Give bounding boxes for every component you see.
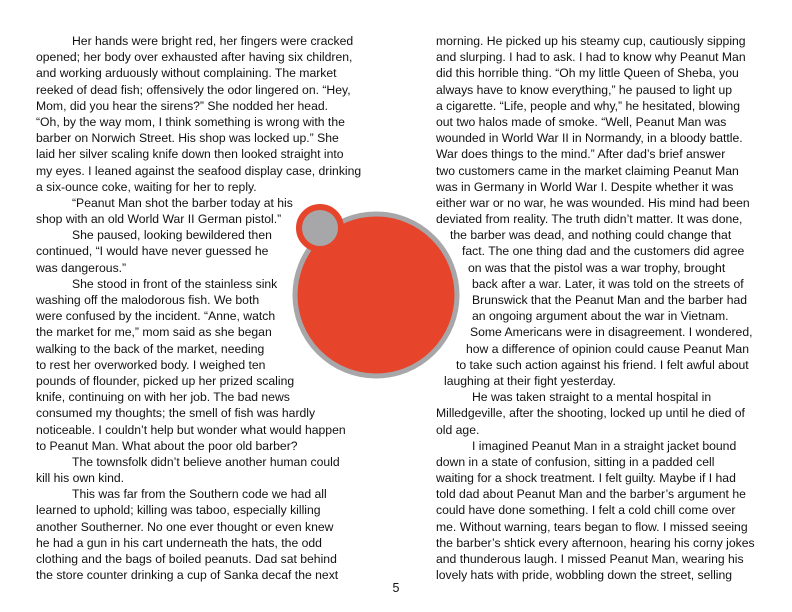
text-line: on was that the pistol was a war trophy, brought [468, 260, 726, 275]
text-line: The townsfolk didn’t believe another human could [72, 454, 340, 469]
text-line: me. Without warning, tears began to flow. I missed seeing [436, 519, 748, 534]
text-line: Some Americans were in disagreement. I wondered, [470, 325, 753, 340]
text-line: the barber was dead, and nothing could change that [450, 228, 732, 243]
text-line: opened; her body over exhausted after having six children, [36, 50, 353, 65]
text-line: another Southerner. No one ever thought or even knew [36, 519, 334, 534]
text-line: knife, continuing on with her job. The bad news [36, 390, 290, 405]
text-line: noticeable. I couldn’t help but wonder what would happen [36, 422, 346, 437]
text-line: morning. He picked up his steamy cup, cautiously sipping [436, 34, 746, 48]
text-line: to take such action against his friend. I felt awful about [456, 357, 749, 372]
text-line: Mom, did you hear the sirens?” She nodded her head. [36, 98, 329, 113]
text-line: always have to know everything,” he paused to light up [436, 82, 733, 97]
text-line: to rest her overworked body. I weighed ten [36, 357, 266, 372]
text-line: Her hands were bright red, her fingers were cracked [72, 34, 354, 48]
text-line: to Peanut Man. What about the poor old barber? [36, 438, 298, 453]
text-line: reeked of dead fish; offensively the odor lingered on. “Hey, [36, 82, 351, 97]
text-line: an ongoing argument about the war in Vietnam. [472, 309, 729, 324]
text-line: did this horrible thing. “Oh my little Queen of Sheba, you [436, 66, 739, 81]
text-line: Brunswick that the Peanut Man and the barber had [472, 293, 748, 307]
text-line: a six-ounce coke, waiting for her to reply. [36, 179, 257, 194]
text-line: told dad about Peanut Man and the barber’s argument he [436, 487, 746, 502]
text-line: and working arduously without complaining. The market [36, 66, 337, 81]
text-line: was in Germany in World War I. Despite whether it was [436, 179, 734, 194]
text-line: he had a gun in his cart underneath the hats, the odd [36, 535, 322, 550]
text-line: old age. [436, 422, 480, 437]
text-line: War does things to the mind.” After dad’s brief answer [436, 147, 726, 162]
right-text-column [428, 33, 768, 583]
text-line: down in a state of confusion, sitting in a padded cell [436, 454, 715, 469]
text-line: how a difference of opinion could cause Peanut Man [466, 341, 749, 356]
text-line: She paused, looking bewildered then [72, 228, 272, 243]
text-line: I imagined Peanut Man in a straight jacket bound [472, 438, 737, 453]
decorative-circles-illustration [288, 200, 464, 382]
page-number: 5 [392, 581, 400, 595]
text-line: continued, “I would have never guessed he [36, 244, 269, 259]
text-line: was dangerous.” [36, 260, 127, 275]
text-line: out two halos made of smoke. “Well, Peanut Man was [436, 114, 727, 129]
text-line: a cigarette. “Life, people and why,” he hesitated, blowing [436, 98, 740, 113]
text-line: walking to the back of the market, needing [36, 341, 265, 356]
text-line: waiting for a shock treatment. I felt guilty. Maybe if I had [436, 471, 736, 486]
text-line: my eyes. I leaned against the seafood display case, drinking [36, 163, 362, 178]
text-line: fact. The one thing dad and the customers did agree [462, 244, 745, 259]
text-line: shop with an old World War II German pistol.” [36, 212, 282, 227]
text-line: were confused by the incident. “Anne, watch [36, 309, 276, 324]
text-line: She stood in front of the stainless sink [72, 276, 278, 291]
text-line: and thunderous laugh. I missed Peanut Man, wearing his [436, 552, 744, 566]
text-line: the market for me,” mom said as she began [36, 325, 272, 340]
text-line: “Oh, by the way mom, I think something is wrong with the [36, 114, 345, 129]
text-line: This was far from the Southern code we had all [72, 487, 327, 502]
text-line: the store counter drinking a cup of Sanka decaf the next [36, 568, 339, 583]
text-line: laid her silver scaling knife down then looked straight into [36, 147, 344, 162]
text-line: kill his own kind. [36, 471, 125, 486]
text-line: He was taken straight to a mental hospital in [472, 390, 712, 405]
text-line: lovely hats with pride, wobbling down the street, selling [436, 568, 733, 583]
text-line: consumed my thoughts; the smell of fish was hardly [36, 406, 316, 421]
text-line: wounded in World War II in Normandy, in a bloody battle. [436, 131, 743, 146]
text-line: and slurping. I had to ask. I had to know why Peanut Man [436, 50, 746, 65]
text-line: the barber’s shtick every afternoon, hearing his corny jokes [436, 535, 755, 550]
text-line: learned to uphold; killing was taboo, especially killing [36, 503, 321, 518]
text-line: could have done something. I felt a cold chill come over [436, 503, 736, 518]
text-line: deviated from reality. The truth didn’t matter. It was done, [436, 212, 743, 227]
text-line: two customers came in the market claiming Peanut Man [436, 163, 739, 178]
small-gray-circle [299, 207, 341, 249]
text-line: either war or no war, he was wounded. His mind had been [436, 195, 750, 210]
text-line: clothing and the bags of boiled peanuts. Dad sat behind [36, 552, 337, 566]
text-line: barber on Norwich Street. His shop was locked up.” She [36, 131, 339, 146]
text-line: “Peanut Man shot the barber today at his [72, 195, 293, 210]
text-line: washing off the malodorous fish. We both [36, 293, 260, 307]
text-line: pounds of flounder, picked up her prized scaling [36, 373, 295, 388]
text-line: Milledgeville, after the shooting, locked up until he died of [436, 406, 745, 421]
text-line: back after a war. Later, it was told on the streets of [472, 276, 744, 291]
text-line: laughing at their fight yesterday. [444, 373, 616, 388]
